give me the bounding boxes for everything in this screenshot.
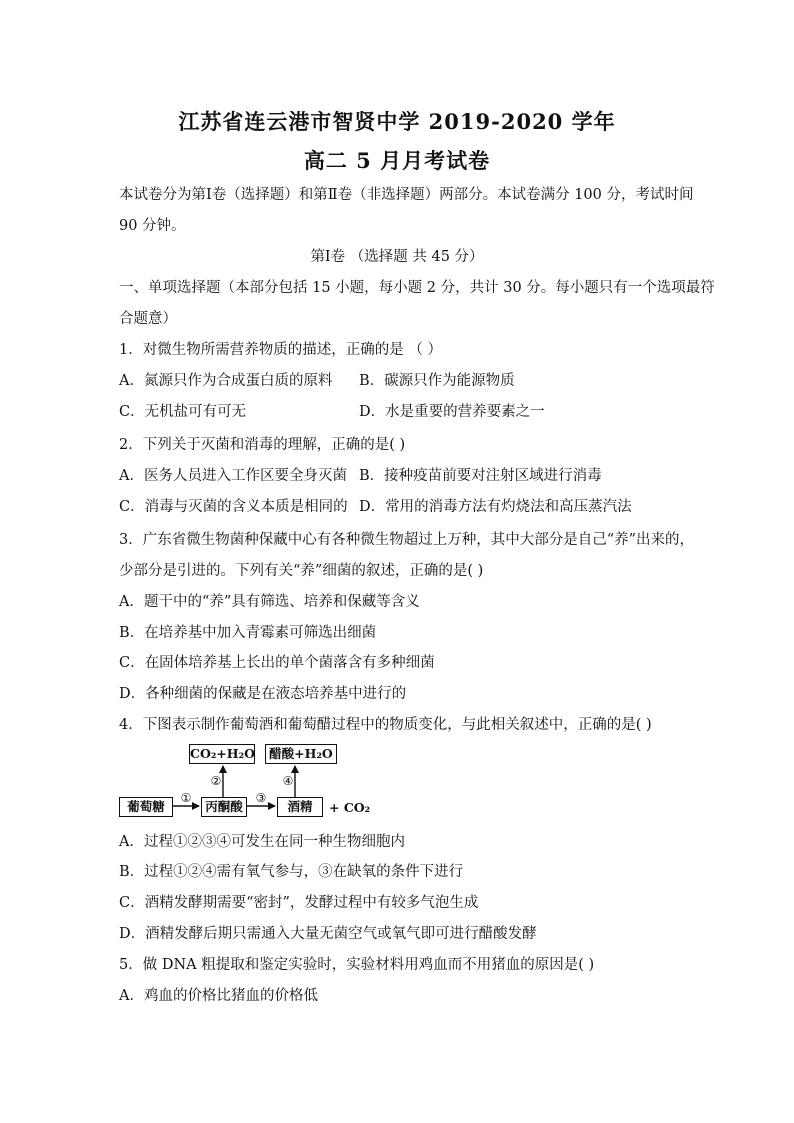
intro-line2: 90 分钟。 [119, 218, 186, 234]
q1-option-b: B．碳源只作为能源物质 [359, 373, 515, 389]
step-number-2: ② [210, 774, 222, 788]
q1-option-d: D．水是重要的营养要素之一 [359, 404, 545, 420]
box-pyruvate: 丙酮酸 [201, 797, 247, 817]
q1-options-row1 [119, 371, 515, 391]
q3-stem-line1: 3．广东省微生物菌种保藏中心有各种微生物超过上万种，其中大部分是自己“养”出来的， [119, 532, 695, 548]
q4-option-d: D．酒精发酵后期只需通入大量无菌空气或氧气即可进行醋酸发酵 [119, 926, 537, 942]
step-number-4: ④ [282, 774, 294, 788]
q4-option-c: C．酒精发酵期需要“密封”，发酵过程中有较多气泡生成 [119, 895, 479, 911]
q2-option-c: C．消毒与灭菌的含义本质是相同的 [119, 499, 348, 515]
q1-option-a: A．氮源只作为合成蛋白质的原料 [119, 373, 333, 389]
box-co2-h2o: CO₂+H₂O [189, 744, 255, 764]
box-alcohol: 酒精 [277, 797, 323, 817]
q5-option-a: A．鸡血的价格比猪血的价格低 [119, 988, 318, 1004]
q3-option-a: A．题干中的“养”具有筛选、培养和保藏等含义 [119, 594, 420, 610]
q3-option-c: C．在固体培养基上长出的单个菌落含有多种细菌 [119, 655, 435, 671]
q2-option-a: A．医务人员进入工作区要全身灭菌 [119, 468, 347, 484]
fermentation-diagram [119, 742, 379, 824]
q2-stem: 2．下列关于灭菌和消毒的理解，正确的是( ) [119, 437, 406, 453]
exam-title-line1: 江苏省连云港市智贤中学 2019-2020 学年 [178, 109, 616, 134]
section1-line1: 一、单项选择题（本部分包括 15 小题，每小题 2 分，共计 30 分。每小题只有一个选项最符 [119, 280, 715, 296]
label-plus-co2: + CO₂ [329, 800, 371, 815]
q5-stem: 5．做 DNA 粗提取和鉴定实验时，实验材料用鸡血而不用猪血的原因是( ) [119, 957, 595, 973]
section1-line2: 合题意） [119, 311, 177, 327]
step-number-1: ① [180, 791, 192, 805]
q3-option-b: B．在培养基中加入青霉素可筛选出细菌 [119, 625, 377, 641]
step-number-3: ③ [255, 791, 267, 805]
q2-option-d: D．常用的消毒方法有灼烧法和高压蒸汽法 [359, 499, 632, 515]
q3-stem-line2: 少部分是引进的。下列有关“养”细菌的叙述，正确的是( ) [119, 563, 484, 579]
q2-options-row1 [119, 466, 602, 486]
q1-stem: 1．对微生物所需营养物质的描述，正确的是 （ ） [119, 342, 442, 358]
q1-option-c: C．无机盐可有可无 [119, 404, 247, 420]
part1-heading: 第Ⅰ卷 （选择题 共 45 分） [310, 249, 484, 265]
q4-stem: 4．下图表示制作葡萄酒和葡萄醋过程中的物质变化，与此相关叙述中，正确的是( ) [119, 717, 652, 733]
box-glucose: 葡萄糖 [119, 797, 173, 817]
q2-options-row2 [119, 497, 632, 517]
box-acetic-acid: 醋酸+H₂O [265, 744, 337, 764]
q4-option-a: A．过程①②③④可发生在同一种生物细胞内 [119, 834, 405, 850]
q1-options-row2 [119, 402, 545, 422]
q3-option-d: D．各种细菌的保藏是在液态培养基中进行的 [119, 686, 407, 702]
intro-line1: 本试卷分为第Ⅰ卷（选择题）和第Ⅱ卷（非选择题）两部分。本试卷满分 100 分，考试时间 [119, 187, 694, 203]
q4-option-b: B．过程①②④需有氧气参与，③在缺氧的条件下进行 [119, 864, 464, 880]
exam-title-line2: 高二 5 月月考试卷 [303, 148, 491, 173]
q2-option-b: B．接种疫苗前要对注射区域进行消毒 [359, 468, 602, 484]
